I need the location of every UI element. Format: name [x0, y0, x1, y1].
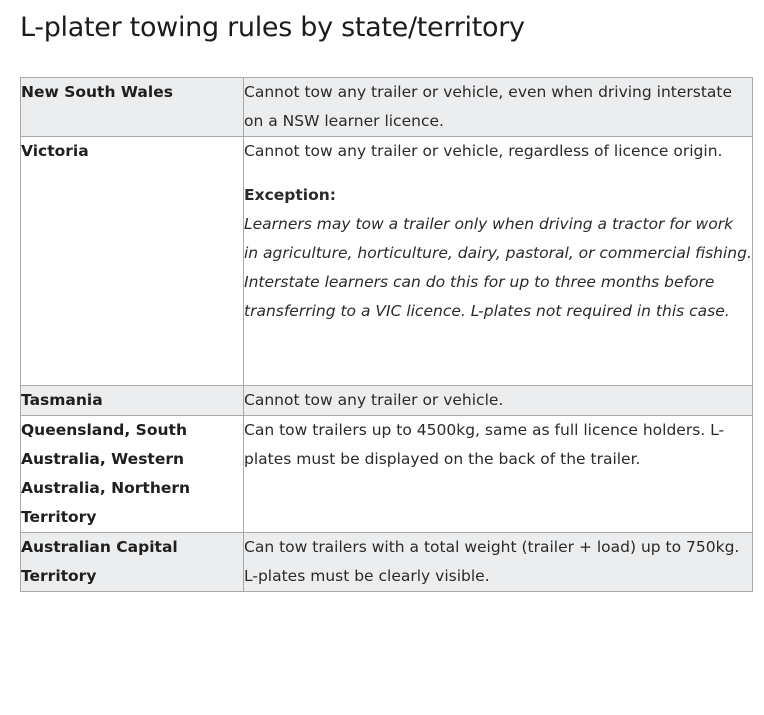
table-row-act — [21, 533, 753, 592]
rule-cell — [244, 386, 753, 416]
rule-text: Can tow trailers with a total weight (trailer + load) up to 750kg. L-plates must be clearly visible. — [244, 538, 740, 585]
table-row-tas — [21, 386, 753, 416]
rule-cell — [244, 137, 753, 386]
exception-text: Learners may tow a trailer only when driving a tractor for work in agriculture, horticulture, dairy, pastoral, or commercial fishing. Interstate learners can do this for up to three months before transferring to a VIC licence. L-plates not required in this case. — [244, 215, 752, 320]
state-cell: Tasmania — [21, 386, 244, 416]
table-row-nsw — [21, 78, 753, 137]
rule-cell — [244, 416, 753, 533]
rule-text: Cannot tow any trailer or vehicle, regardless of licence origin. — [244, 142, 723, 160]
state-cell: Victoria — [21, 137, 244, 386]
rule-cell — [244, 533, 753, 592]
table-row-qld-sa-wa-nt — [21, 416, 753, 533]
towing-rules-table — [20, 77, 753, 592]
rule-cell — [244, 78, 753, 137]
table-row-vic — [21, 137, 753, 386]
rule-text: Cannot tow any trailer or vehicle, even when driving interstate on a NSW learner licence. — [244, 83, 733, 130]
page-title: L-plater towing rules by state/territory — [20, 12, 525, 43]
exception-label: Exception: — [244, 186, 336, 204]
state-cell: New South Wales — [21, 78, 244, 137]
rule-text: Can tow trailers up to 4500kg, same as full licence holders. L-plates must be displayed on the back of the trailer. — [244, 421, 725, 468]
rule-text: Cannot tow any trailer or vehicle. — [244, 391, 504, 409]
state-cell: Australian Capital Territory — [21, 533, 244, 592]
state-cell: Queensland, South Australia, Western Australia, Northern Territory — [21, 416, 244, 533]
